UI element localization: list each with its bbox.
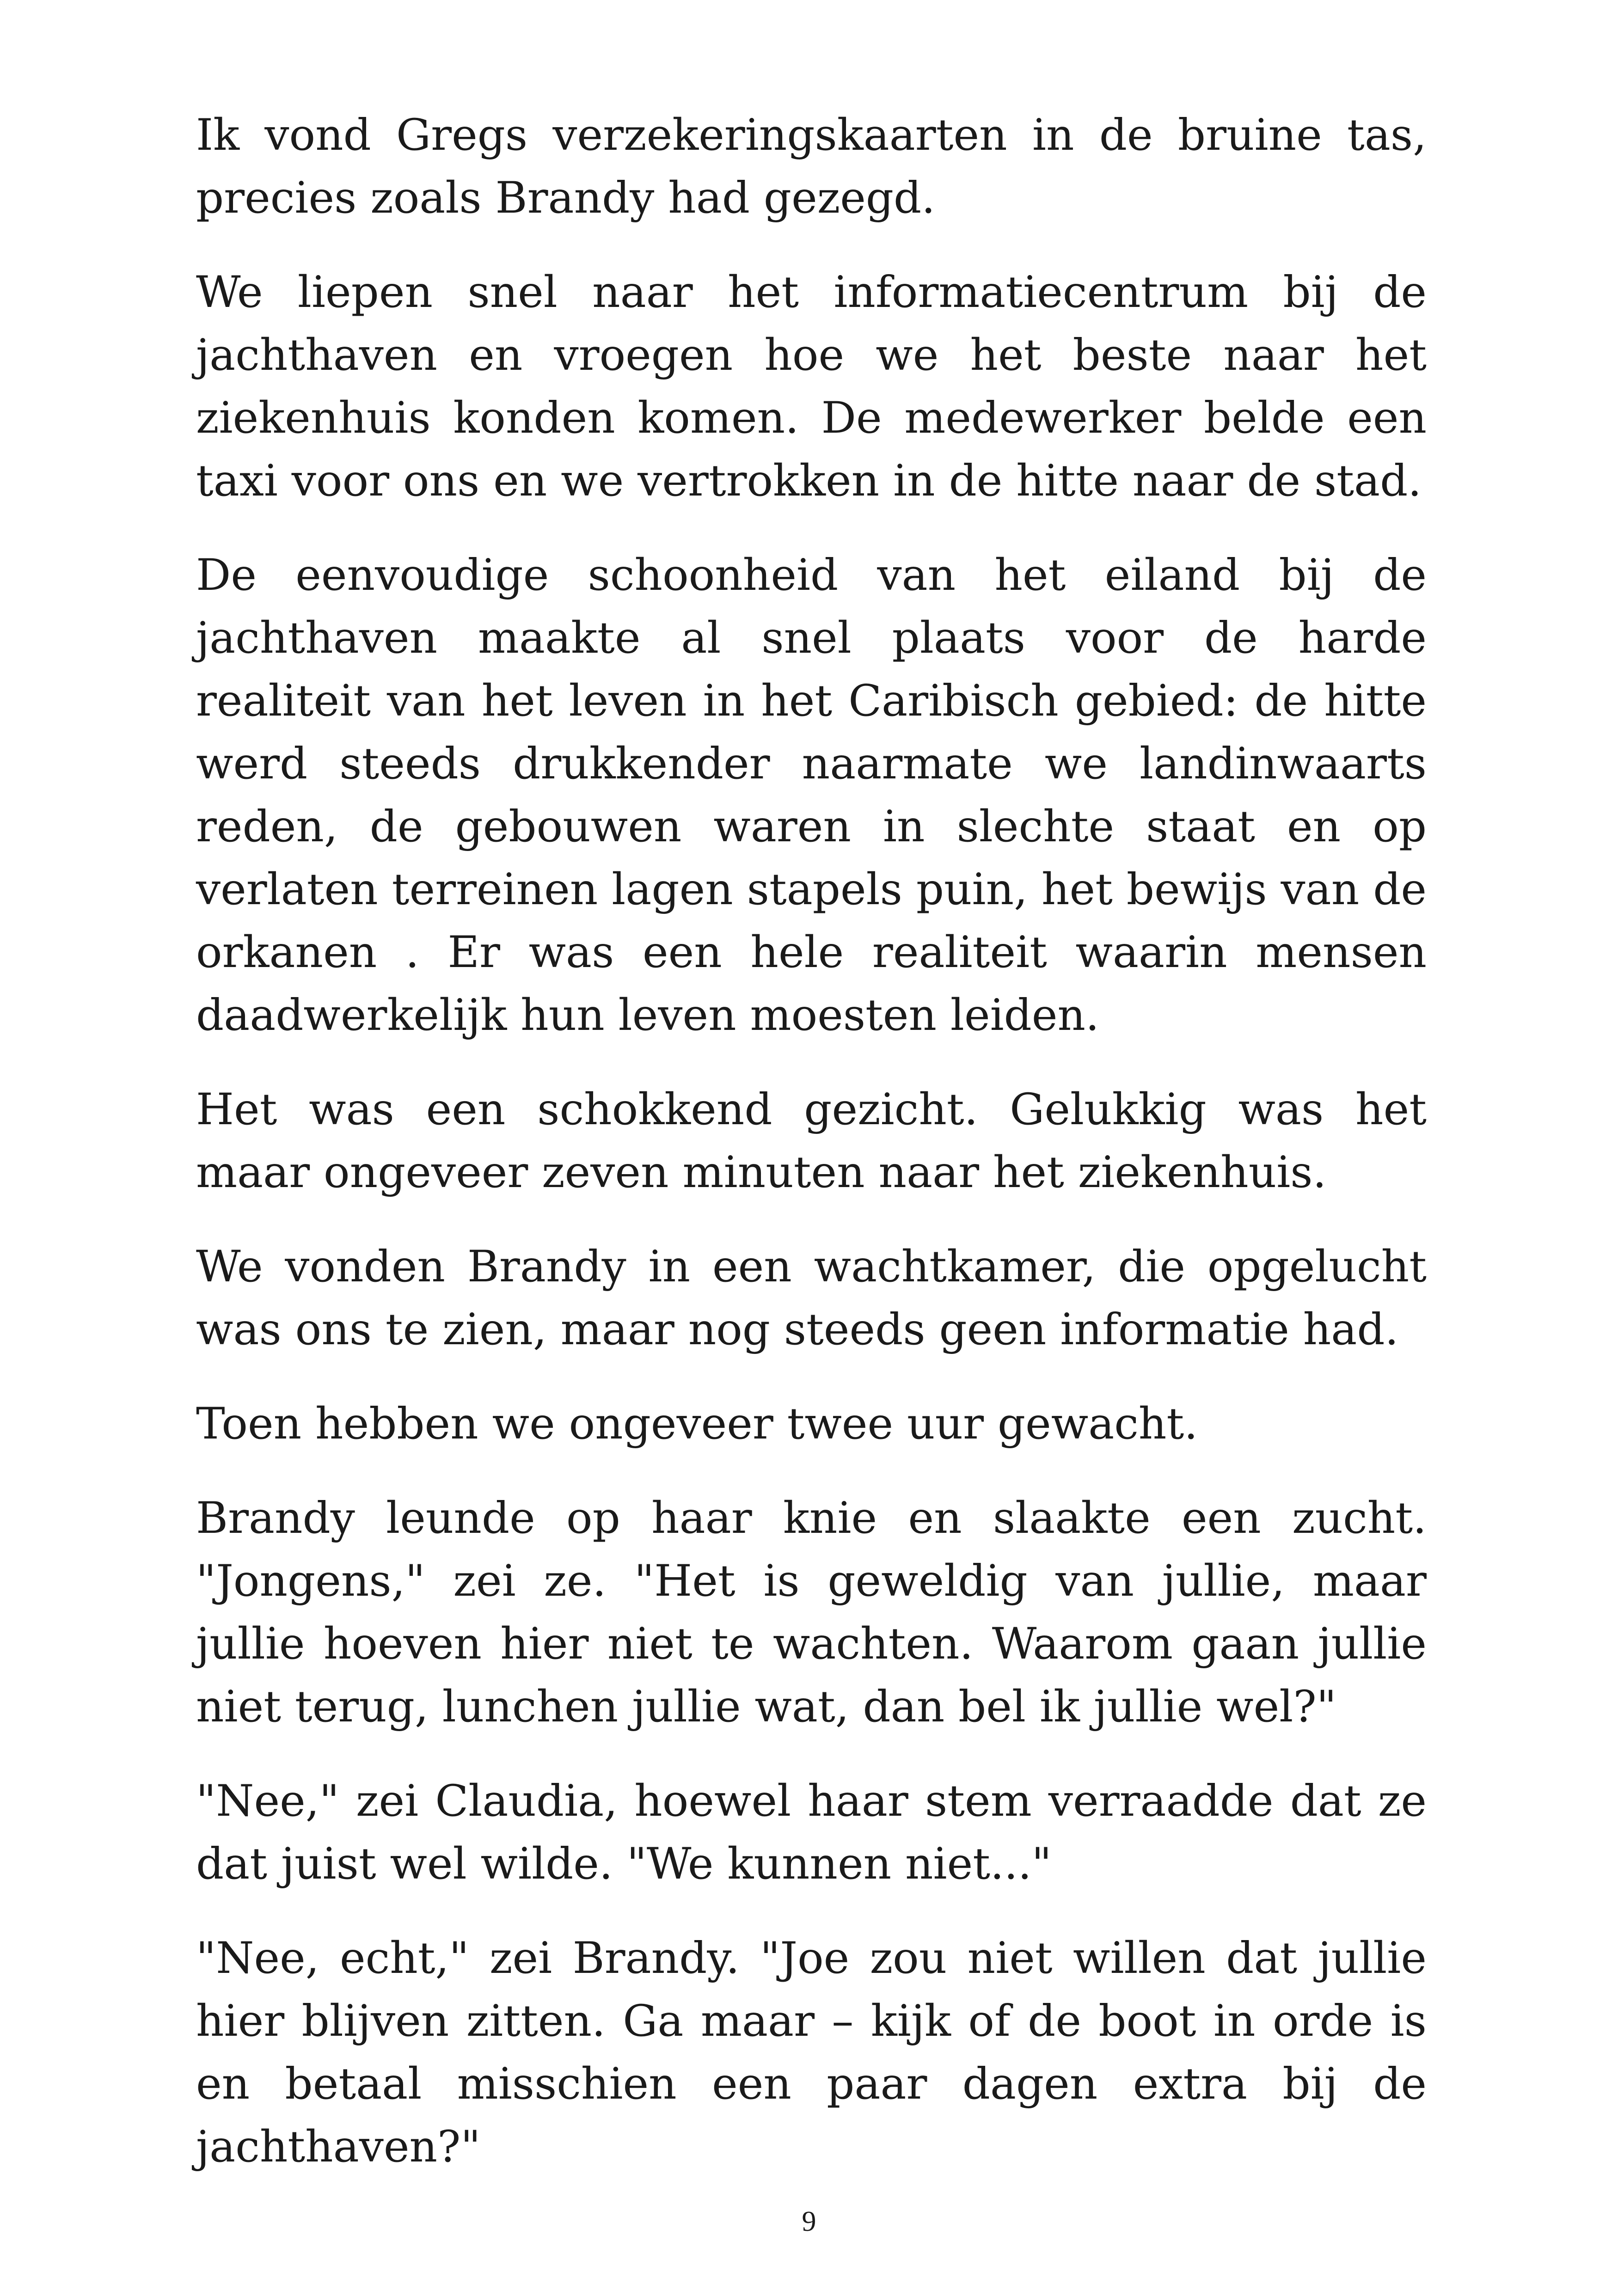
paragraph-6: Toen hebben we ongeveer twee uur gewacht. xyxy=(196,1399,1198,1449)
paragraph-4: Het was een schokkend gezicht. Gelukkig was het maar ongeveer zeven minuten naar het ziekenhuis. xyxy=(196,1084,1427,1198)
paragraph-8: "Nee," zei Claudia, hoewel haar stem verraadde dat ze dat juist wel wilde. "We kunnen niet..." xyxy=(196,1776,1427,1889)
paragraph-1: Ik vond Gregs verzekeringskaarten in de bruine tas, precies zoals Brandy had gezegd. xyxy=(196,110,1427,223)
paragraph-3: De eenvoudige schoonheid van het eiland bij de jachthaven maakte al snel plaats voor de harde realiteit van het leven in het Caribisch gebied: de hitte werd steeds drukkender naarmate we landinwaarts reden, de gebouwen waren in slechte staat en op verlaten terreinen lagen stapels puin, het bewijs van de orkanen . Er was een hele realiteit waarin mensen daadwerkelijk hun leven moesten leiden. xyxy=(196,550,1427,1041)
paragraph-2: We liepen snel naar het informatiecentrum bij de jachthaven en vroegen hoe we het beste naar het ziekenhuis konden komen. De medewerker belde een taxi voor ons en we vertrokken in de hitte naar de stad. xyxy=(196,267,1427,506)
paragraph-9: "Nee, echt," zei Brandy. "Joe zou niet willen dat jullie hier blijven zitten. Ga maar – kijk of de boot in orde is en betaal misschien een paar dagen extra bij de jachthaven?" xyxy=(196,1933,1427,2172)
page-number: 9 xyxy=(802,2206,816,2237)
paragraph-5: We vonden Brandy in een wachtkamer, die opgelucht was ons te zien, maar nog steeds geen informatie had. xyxy=(196,1242,1427,1355)
paragraph-7: Brandy leunde op haar knie en slaakte een zucht. "Jongens," zei ze. "Het is geweldig van jullie, maar jullie hoeven hier niet te wachten. Waarom gaan jullie niet terug, lunchen jullie wat, dan bel ik jullie wel?" xyxy=(196,1493,1427,1732)
body-text xyxy=(196,104,1427,2210)
